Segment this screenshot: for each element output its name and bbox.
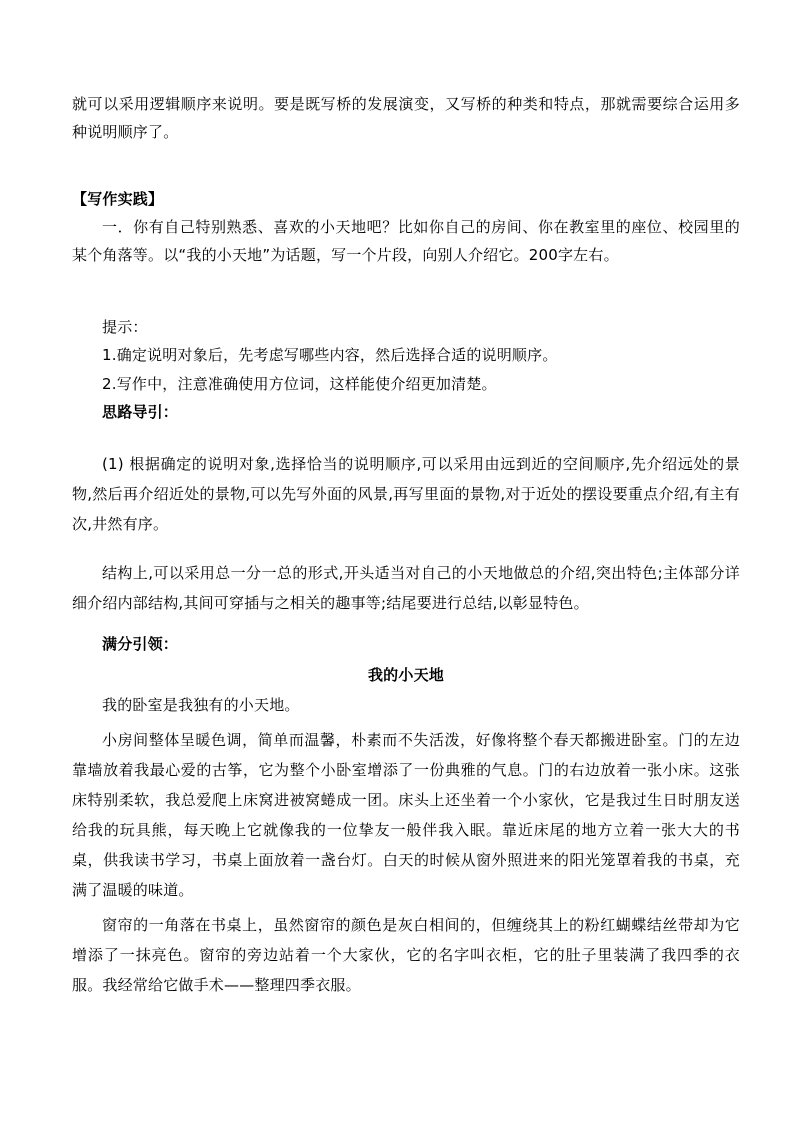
practice-task: 一．你有自己特别熟悉、喜欢的小天地吧？比如你自己的房间、你在教室里的座位、校园里的某个角落等。以“我的小天地”为话题，写一个片段，向别人介绍它。200字左右。 <box>72 218 740 264</box>
tip-item-2: 2.写作中，注意准确使用方位词，这样能使介绍更加清楚。 <box>102 375 497 393</box>
sample-paragraph-1: 我的卧室是我独有的小天地。 <box>102 696 300 714</box>
sample-paragraph-2: 小房间整体呈暖色调，简单而温馨，朴素而不失活泼，好像将整个春天都搬进卧室。门的左边靠墙放着我最心爱的古筝，它为整个小卧室增添了一份典雅的气息。门的右边放着一张小床。这张床特别柔软，我总爱爬上床窝进被窝蜷成一团。床头上还坐着一个小家伙，它是我过生日时朋友送给我的玩具熊，每天晚上它就像我的一位挚友一般伴我入眠。靠近床尾的地方立着一张大大的书桌，供我读书学习，书桌上面放着一盏台灯。白天的时候从窗外照进来的阳光笼罩着我的书桌，充满了温暖的味道。 <box>72 731 740 899</box>
tip-label: 提示： <box>102 318 148 336</box>
sample-heading: 满分引领： <box>102 635 179 653</box>
guide-paragraph-1: (1) 根据确定的说明对象,选择恰当的说明顺序,可以采用由远到近的空间顺序,先介绍远处的景物,然后再介绍近处的景物,可以先写外面的风景,再写里面的景物,对于近处的摆设要重点介绍,有主有次,井然有序。 <box>72 455 740 533</box>
document-page <box>72 0 740 1123</box>
practice-heading: 【写作实践】 <box>72 190 164 208</box>
guide-paragraph-2: 结构上,可以采用总一分一总的形式,开头适当对自己的小天地做总的介绍,突出特色;主体部分详细介绍内部结构,其间可穿插与之相关的趣事等;结尾要进行总结,以彰显特色。 <box>72 564 740 612</box>
sample-title: 我的小天地 <box>367 666 444 684</box>
guide-heading: 思路导引： <box>102 403 179 421</box>
sample-paragraph-3: 窗帘的一角落在书桌上，虽然窗帘的颜色是灰白相间的，但缠绕其上的粉红蝴蝶结丝带却为它增添了一抹亮色。窗帘的旁边站着一个大家伙，它的名字叫衣柜，它的肚子里装满了我四季的衣服。我经常给它做手术——整理四季衣服。 <box>72 916 740 994</box>
tip-item-1: 1.确定说明对象后，先考虑写哪些内容，然后选择合适的说明顺序。 <box>102 346 558 364</box>
intro-paragraph: 就可以采用逻辑顺序来说明。要是既写桥的发展演变，又写桥的种类和特点，那就需要综合运用多种说明顺序了。 <box>72 95 740 141</box>
